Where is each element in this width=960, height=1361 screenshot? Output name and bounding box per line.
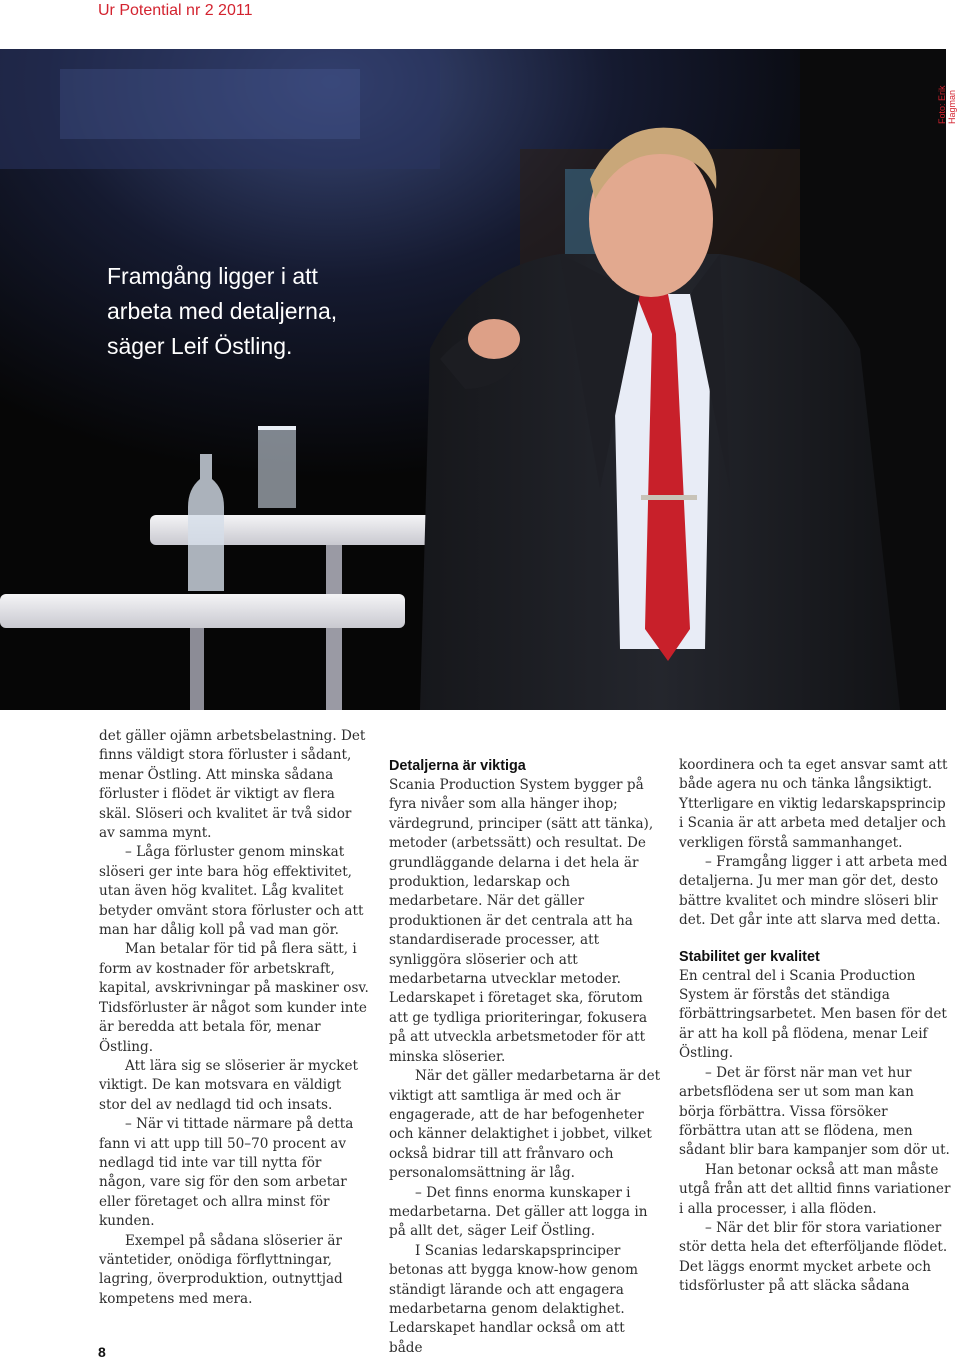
body-paragraph: Att lära sig se slöserier är mycket viktigt. De kan motsvara en väldigt stor del av nedlagd tid och insats. (99, 1057, 358, 1113)
publication-header: Ur Potential nr 2 2011 (98, 2, 253, 19)
body-paragraph: – När det blir för stora variationer stör detta hela det efterföljande flödet. Det läggs enormt mycket arbete och tidsförluster på att släcka sådana (679, 1219, 948, 1295)
body-paragraph: Scania Production System bygger på fyra nivåer som alla hänger ihop; värdegrund, principer (sätt att tänka), metoder (arbetssätt) och resultat. De grundläggande delarna i det hela är produktion, ledarskap och medarbetare. När det gäller produktionen är det centrala att ha standardiserade processer, att synliggöra slöserier och att medarbetarna utvecklar metoder. Ledarskapet i företaget ska, förutom att ge tydliga prioriteringar, fokusera på att utveckla arbetsmetoder för att minska slöserier. (389, 777, 654, 1065)
body-paragraph: – När vi tittade närmare på detta fann vi att upp till 50–70 procent av nedlagd tid inte var till nytta för någon, vare sig för den som arbetar eller företaget och allra minst för kunden. (99, 1116, 354, 1230)
body-paragraph: En central del i Scania Production System är förstås det ständiga förbättringsarbetet. Men basen för det är att ha koll på flödena, menar Leif Östling. (679, 967, 947, 1062)
speaker-photo (0, 49, 946, 710)
body-paragraph: – Det finns enorma kunskaper i medarbetarna. Det gäller att logga in på allt det, säger Leif Östling. (389, 1184, 648, 1240)
photo-credit: Foto: Erik Hagman (937, 85, 957, 124)
section-heading: Stabilitet ger kvalitet (679, 948, 820, 965)
body-paragraph: Han betonar också att man måste utgå från att det alltid finns variationer i alla processer, i alla flöden. (679, 1161, 951, 1217)
section-heading: Detaljerna är viktiga (389, 758, 526, 774)
body-paragraph: – Det är först när man vet hur arbetsflödena ser ut som man kan börja förbättra. Vissa försöker förbättra utan att se flödena, men sådant blir bara kampanjer som dör ut. (679, 1064, 950, 1159)
article-column-3 (679, 756, 951, 1297)
body-paragraph: – Låga förluster genom minskat slöseri ger inte bara hög effektivitet, utan även hög kvalitet. Låg kvalitet betyder omvänt stora förluster och att man har dålig koll på vad man gör. (99, 844, 364, 939)
body-paragraph: det gäller ojämn arbetsbelastning. Det finns väldigt stora förluster i sådant, menar Östling. Att minska sådana förluster i flödet är viktigt av flera skäl. Slöseri och kvalitet är två sidor av samma mynt. (99, 728, 366, 842)
speaker-photo-illustration (0, 49, 946, 710)
body-paragraph: Man betalar för tid på flera sätt, i form av kostnader för arbetskraft, kapital, avskrivningar på maskiner osv. Tidsförluster är något som kunder inte är beredda att betala för, menar Östling. (99, 941, 369, 1055)
article-column-2 (389, 756, 661, 1358)
page-number: 8 (98, 1344, 106, 1360)
article-column-1 (99, 727, 371, 1309)
body-paragraph: När det gäller medarbetarna är det viktigt att samtliga är med och är engagerade, att de har befogenheter och känner delaktighet i jobbet, vilket också bidrar till att frånvaro och personalomsättning är låg. (389, 1068, 661, 1182)
body-paragraph: I Scanias ledarskapsprinciper betonas att bygga know-how genom ständigt lärande och att engagera medarbetarna genom delaktighet. Ledarskapet handlar också om att både (389, 1242, 638, 1356)
body-paragraph: Exempel på sådana slöserier är väntetider, onödiga förflyttningar, lagring, överproduktion, outnyttjad kompetens med mera. (99, 1232, 343, 1307)
photo-caption: Framgång ligger i att arbeta med detaljerna, säger Leif Östling. (107, 263, 338, 359)
body-paragraph: koordinera och ta eget ansvar samt att både agera nu och tänka långsiktigt. Ytterligare en viktig ledarskapsprincip i Scania är att arbeta med detaljer och verkligen förstå sammanhanget. (679, 757, 948, 851)
body-paragraph: – Framgång ligger i att arbeta med detaljerna. Ju mer man gör det, desto bättre kvalitet och mindre slöseri blir det. Det går inte att slarva med detta. (679, 854, 948, 929)
